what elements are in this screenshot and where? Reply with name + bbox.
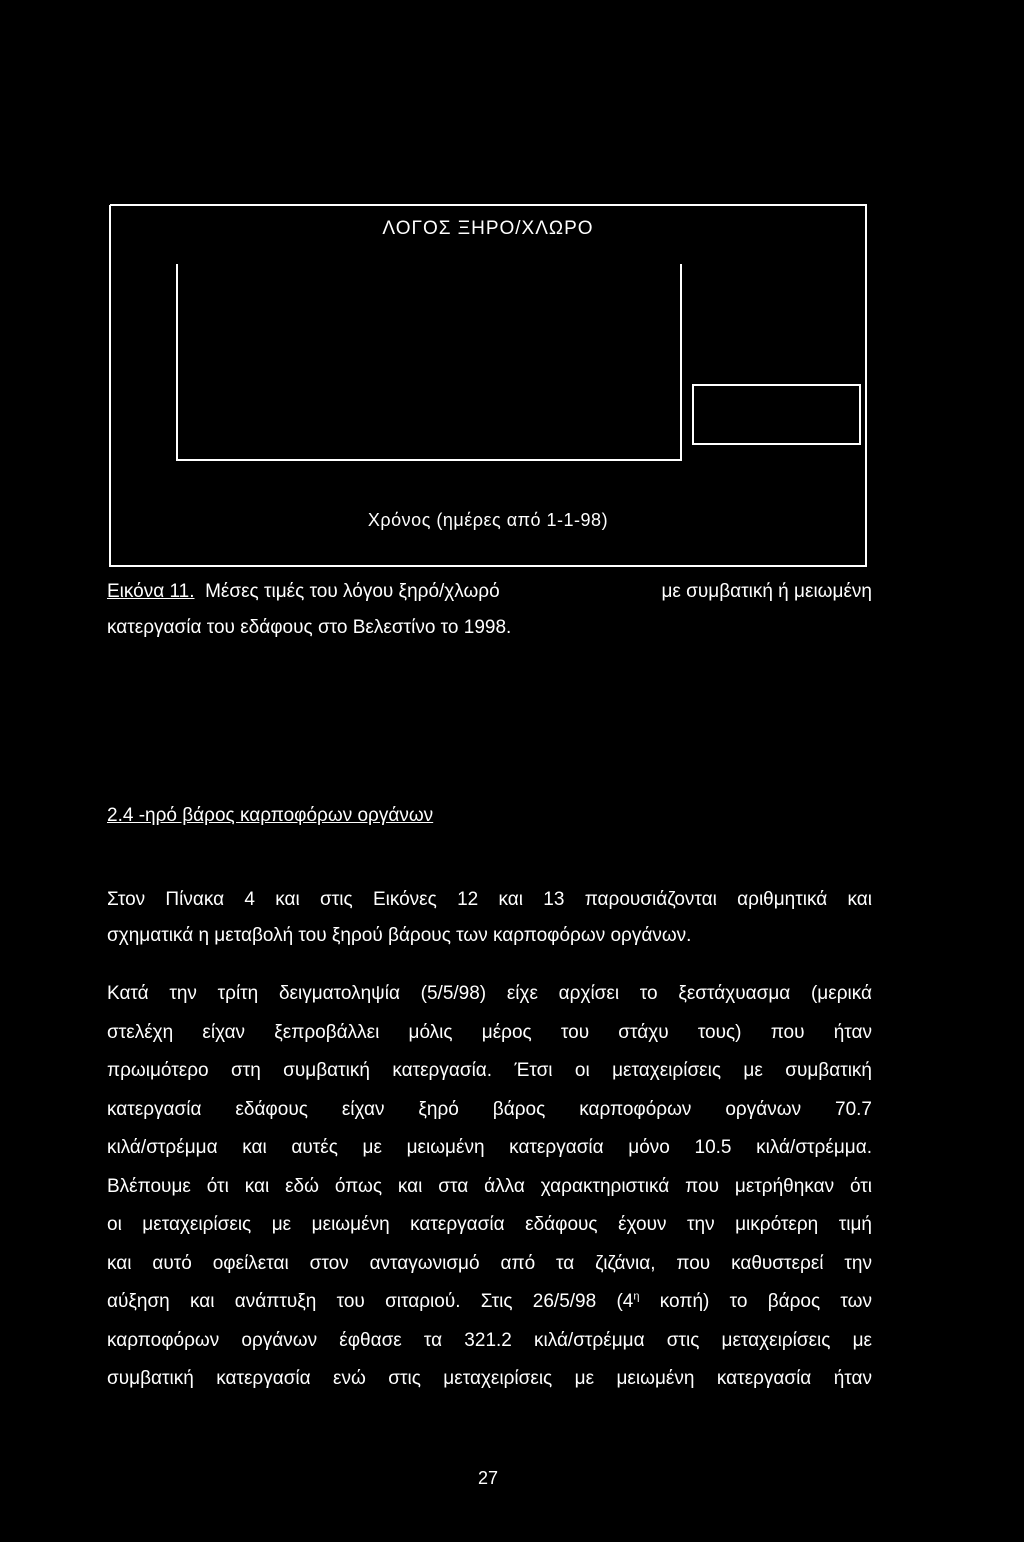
caption-text-2: με συμβατική ή μειωμένη: [661, 581, 872, 602]
paragraph-line: στελέχη είχαν ξεπροβάλλει μόλις μέρος του στάχυ τους) που ήταν: [107, 1021, 872, 1043]
caption-line-1: [107, 574, 872, 610]
figure-frame-bottom: [110, 565, 867, 567]
figure-title: ΛΟΓΟΣ ΞΗΡΟ/ΧΛΩΡΟ: [382, 218, 594, 239]
paragraph-2: [107, 975, 872, 1399]
legend-box-left: [692, 384, 694, 445]
paragraph-line: καρποφόρων οργάνων έφθασε τα 321.2 κιλά/στρέμμα στις μεταχειρίσεις με: [107, 1329, 872, 1351]
figure-x-axis-label: Χρόνος (ημέρες από 1-1-98): [367, 510, 609, 530]
page-number: 27: [477, 1468, 499, 1488]
paragraph-line: κατεργασία εδάφους είχαν ξηρό βάρος καρποφόρων οργάνων 70.7: [107, 1098, 872, 1120]
figure-frame-top: [110, 204, 867, 206]
figure: [0, 0, 1024, 580]
section-heading: 2.4 -ηρό βάρος καρποφόρων οργάνων: [107, 805, 434, 826]
plot-axis-bottom: [176, 459, 682, 461]
plot-axis-right: [680, 264, 682, 461]
paragraph-line: οι μεταχειρίσεις με μειωμένη κατεργασία εδάφους έχουν την μικρότερη τιμή: [107, 1214, 872, 1235]
paragraph-line: Κατά την τρίτη δειγματοληψία (5/5/98) είχε αρχίσει το ξεστάχυασμα (μερικά: [107, 983, 872, 1004]
legend-box-bottom: [692, 443, 861, 445]
paragraph-line: σχηματικά η μεταβολή του ξηρού βάρους των καρποφόρων οργάνων.: [107, 925, 692, 946]
paragraph-line: Στον Πίνακα 4 και στις Εικόνες 12 και 13 παρουσιάζονται αριθμητικά και: [107, 889, 872, 910]
paragraph-line: πρωιμότερο στη συμβατική κατεργασία. Έτσι οι μεταχειρίσεις με συμβατική: [107, 1060, 872, 1081]
caption-line-2: κατεργασία του εδάφους στο Βελεστίνο το 1998.: [107, 617, 512, 638]
paragraph-line: Βλέπουμε ότι και εδώ όπως και στα άλλα χαρακτηριστικά που μετρήθηκαν ότι: [107, 1175, 872, 1197]
figure-caption: [107, 574, 872, 646]
line-text-a: αύξηση και ανάπτυξη του σιταριού. Στις 26/5/98 (4: [107, 1291, 634, 1312]
caption-part-1: [107, 574, 500, 610]
paragraph-line: και αυτό οφείλεται στον ανταγωνισμό από τα ζιζάνια, που καθυστερεί την: [107, 1252, 872, 1274]
paragraph-line: [107, 1283, 872, 1322]
paragraph-line: συμβατική κατεργασία ενώ στις μεταχειρίσεις με μειωμένη κατεργασία ήταν: [107, 1368, 872, 1389]
ordinal-superscript: η: [633, 1290, 640, 1303]
caption-label: Εικόνα 11.: [107, 581, 195, 602]
caption-text-1: Μέσες τιμές του λόγου ξηρό/χλωρό: [205, 581, 500, 602]
legend-box-top: [692, 384, 861, 386]
plot-axis-left: [176, 264, 178, 461]
paragraph-1: [107, 882, 872, 954]
legend-box-right: [859, 384, 861, 445]
line-text-b: κοπή) το βάρος των: [639, 1291, 872, 1312]
paragraph-line: κιλά/στρέμμα και αυτές με μειωμένη κατεργασία μόνο 10.5 κιλά/στρέμμα.: [107, 1137, 872, 1158]
